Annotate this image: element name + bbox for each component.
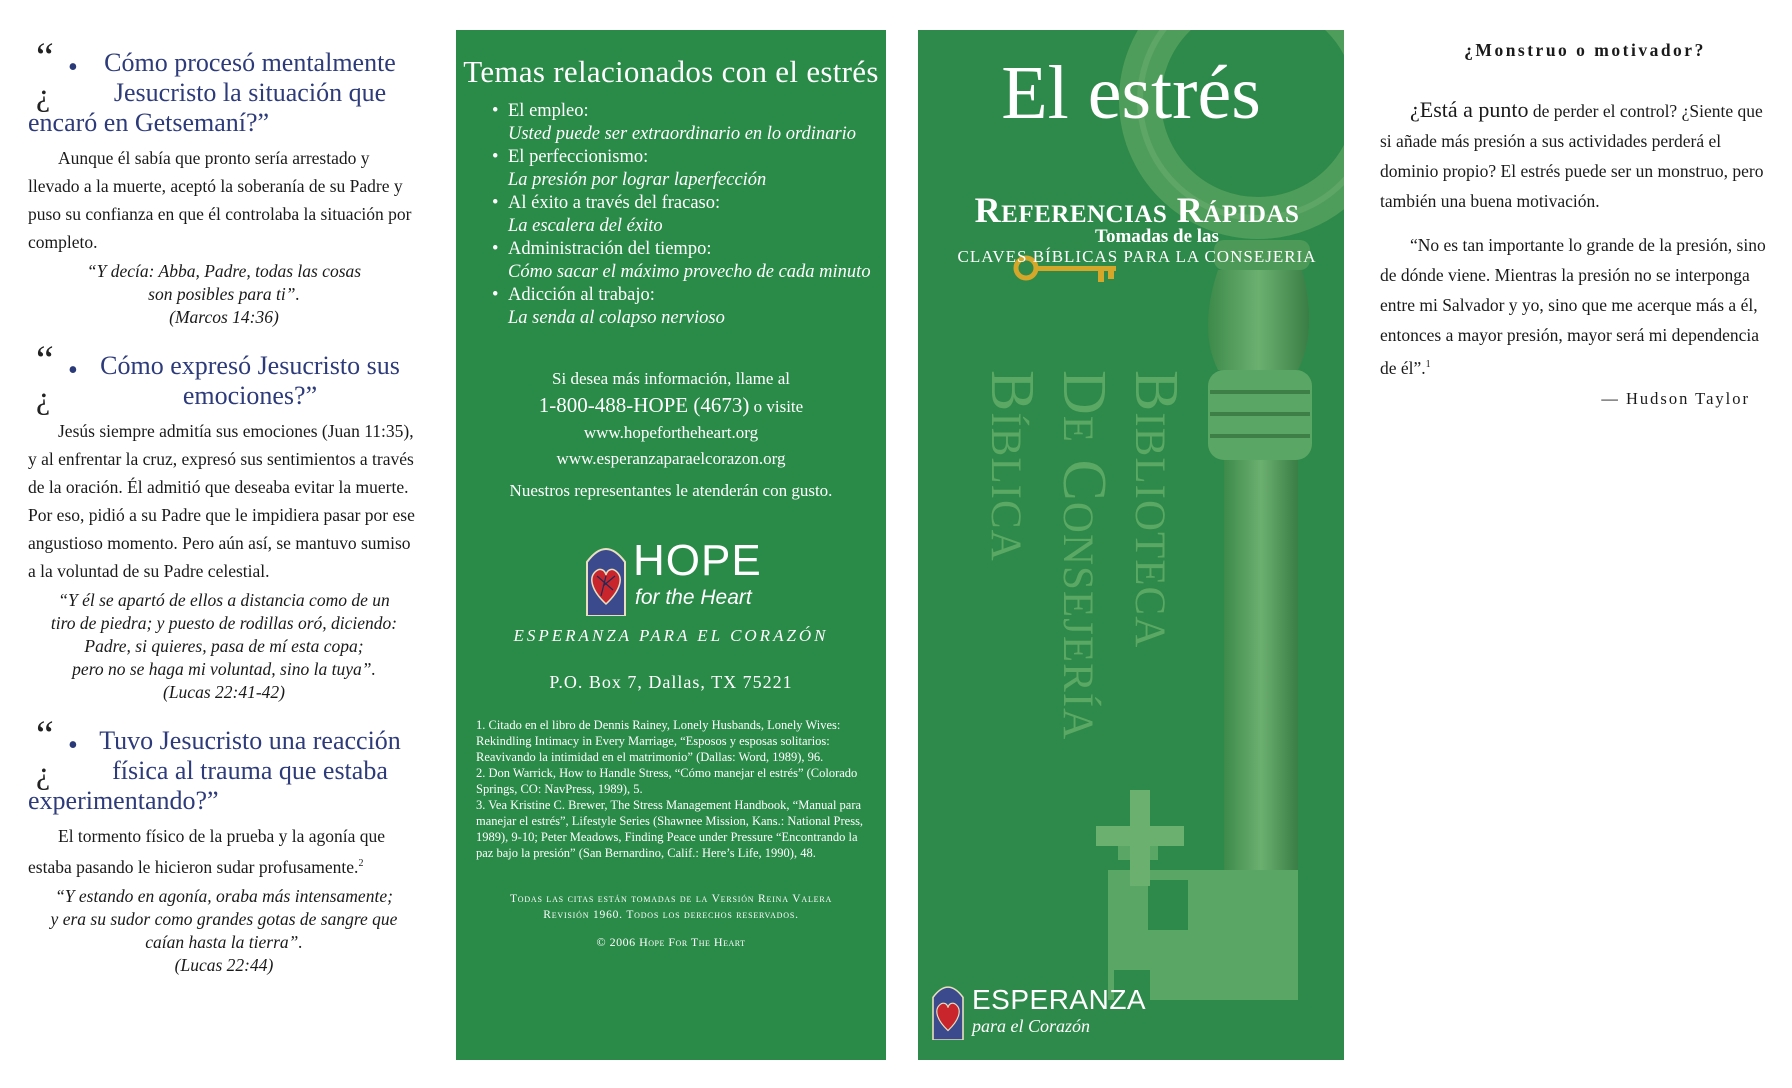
intro-paragraph: ¿Está a punto de perder el control? ¿Siente que si añade más presión a sus actividades perderá el dominio propio? El estrés puede ser un monstruo, pero también una buena motivación. [1380,97,1764,211]
logo-wordmark: HOPE [633,536,762,585]
cover-title: El estrés [1001,51,1261,135]
topic-item: • El perfeccionismo: La presión por lograr laperfección [508,146,886,192]
open-quote-icon: “ [36,712,54,757]
scripture-quote: “Y él se apartó de ellos a distancia como de un tiro de piedra; y puesto de rodillas oró, diciendo: Padre, si quieres, pasa de mí esta copa; pero no se haga mi voluntad, sino la tuya”. (Lucas 22:41-42) [50,590,398,702]
hudson-taylor-quote: “No es tan importante lo grande de la presión, sino de dónde viene. Mientras la presión no se interponga entre mi Salvador y yo, sino que me acerque más a él, entonces a mayor presión, mayor será mi dependencia de él”.$^1$ [1380,235,1766,378]
inverted-question-icon: ¿ [36,76,51,112]
question-line: Cómo procesó mentalmente [104,48,396,77]
topic-item: • Al éxito a través del fracaso: La escalera del éxito [508,192,886,238]
question-section [28,712,420,977]
question-line: física al trauma que estaba [112,756,388,785]
logo-subtitle: for the Heart [635,586,752,609]
hope-for-the-heart-logo [583,536,762,616]
answer-text: El tormento físico de la prueba y la agonía que estaba pasando le hicieron sudar profusamente.$^2$ [28,826,386,877]
esperanza-tagline: ESPERANZA PARA EL CORAZÓN [513,626,829,645]
question-heading [28,337,420,415]
question-line: Jesucristo la situación que [113,78,387,107]
inverted-question-icon: ¿ [36,379,51,415]
contact-info: Si desea más información, llame al 1-800-488-HOPE (4673) o visite www.hopefortheheart.org www.esperanzaparaelcorazon.org Nuestros representantes le atenderán con gusto. [456,366,886,504]
answer-text: Aunque él sabía que pronto sería arrestado y llevado a la muerte, aceptó la soberanía de su Padre y puso su confianza en que él controlaba la situación por completo. [28,148,412,252]
phone-number[interactable]: 1-800-488-HOPE (4673) [538,393,750,417]
scripture-reference: (Lucas 22:41-42) [163,682,285,702]
series-title-line: Biblioteca [1122,370,1190,649]
po-box-address: P.O. Box 7, Dallas, TX 75221 [549,672,793,692]
scripture-quote: “Y estando en agonía, oraba más intensamente; y era su sudor como grandes gotas de sangre que caían hasta la tierra”. (Lucas 22:44) [50,885,398,975]
answer-text: Jesús siempre admitía sus emociones (Juan 11:35), y al enfrentar la cruz, expresó sus sentimientos a través de la oración. Él admitió que deseaba evitar la muerte. Por eso, pidió a su Padre que le impidiera pasar por ese angustioso momento. Pero aún así, se mantuvo sumiso a la voluntad de su Padre celestial. [28,421,415,581]
footnote: 2. Don Warrick, How to Handle Stress, “Cómo manejar el estrés” (Colorado Springs, CO: NavPress, 1989), 5. [476,766,858,796]
esperanza-logo: ESPERANZA para el Corazón [928,980,968,1045]
related-topics-title: Temas relacionados con el estrés [463,54,879,89]
series-title-line: De Consejería [1050,370,1118,741]
question-heading [28,34,420,138]
copyright: © 2006 Hope For The Heart [596,935,746,949]
bullet-icon: • [68,730,78,761]
contact-intro: Si desea más información, llame al [552,369,790,388]
topic-item: • Administración del tiempo: Cómo sacar el máximo provecho de cada minuto [508,238,886,284]
stained-glass-heart-icon [583,540,629,616]
scripture-reference: (Lucas 22:44) [174,954,274,975]
footnote: 1. Citado en el libro de Dennis Rainey, Lonely Husbands, Lonely Wives: Rekindling Intimacy in Every Marriage, “Esposos y esposas solitarios: Reavivando la intimidad en el matrimonio” (Dallas: Word, 1989), 96. [476,718,841,764]
bullet-icon: • [68,52,78,83]
topic-list [456,100,886,330]
rights-notice: Todas las citas están tomadas de la Versión Reina Valera Revisión 1960. Todos los derechos reservados. [509,893,833,921]
question-line: experimentando?” [28,786,219,815]
series-title-line: Bíblica [978,370,1046,562]
topic-item: • Adicción al trabajo: La senda al colapso nervioso [508,284,886,330]
question-line: encaró en Getsemaní?” [28,108,270,137]
panel-monster-or-motivator [1380,40,1770,409]
website-link[interactable]: www.esperanzaparaelcorazon.org [556,449,786,468]
section-title: ¿Monstruo o motivador? [1464,40,1706,60]
open-quote-icon: “ [36,337,54,382]
website-link[interactable]: www.hopefortheheart.org [583,423,759,442]
scripture-reference: (Marcos 14:36) [169,307,279,327]
panel-cover [918,30,1344,1060]
bullet-icon: • [68,355,78,386]
question-section [28,337,420,704]
stained-glass-heart-icon [928,980,968,1040]
question-line: Tuvo Jesucristo una reacción [99,726,401,755]
scripture-quote: “Y decía: Abba, Padre, todas las cosas son posibles para ti”. (Marcos 14:36) [86,261,362,327]
quick-references-heading: Referencias Rápidas Tomadas de las CLAVES BÍBLICAS PARA LA CONSEJERIA [957,190,1317,266]
question-line: emociones?” [182,381,318,410]
topic-item: • El empleo: Usted puede ser extraordinario en lo ordinario [508,100,886,146]
footnotes [456,717,886,861]
representatives-note: Nuestros representantes le atenderán con gusto. [509,481,833,500]
panel-related-topics [456,30,886,1060]
question-heading [28,712,420,816]
panel-questions [28,34,420,999]
open-quote-icon: “ [36,34,54,79]
question-section [28,34,420,329]
question-line: Cómo expresó Jesucristo sus [100,351,400,380]
quote-author: — Hudson Taylor [1601,388,1750,408]
footnote: 3. Vea Kristine C. Brewer, The Stress Management Handbook, “Manual para manejar el estrés”, Lifestyle Series (Shawnee Mission, Kans.: National Press, 1989), 9-10; Peter Meadows, Finding Peace under Pressure “Encontrando la paz bajo la presión” (San Bernardino, Calif.: Here’s Life, 1990), 48. [476,798,864,860]
inverted-question-icon: ¿ [36,754,51,790]
